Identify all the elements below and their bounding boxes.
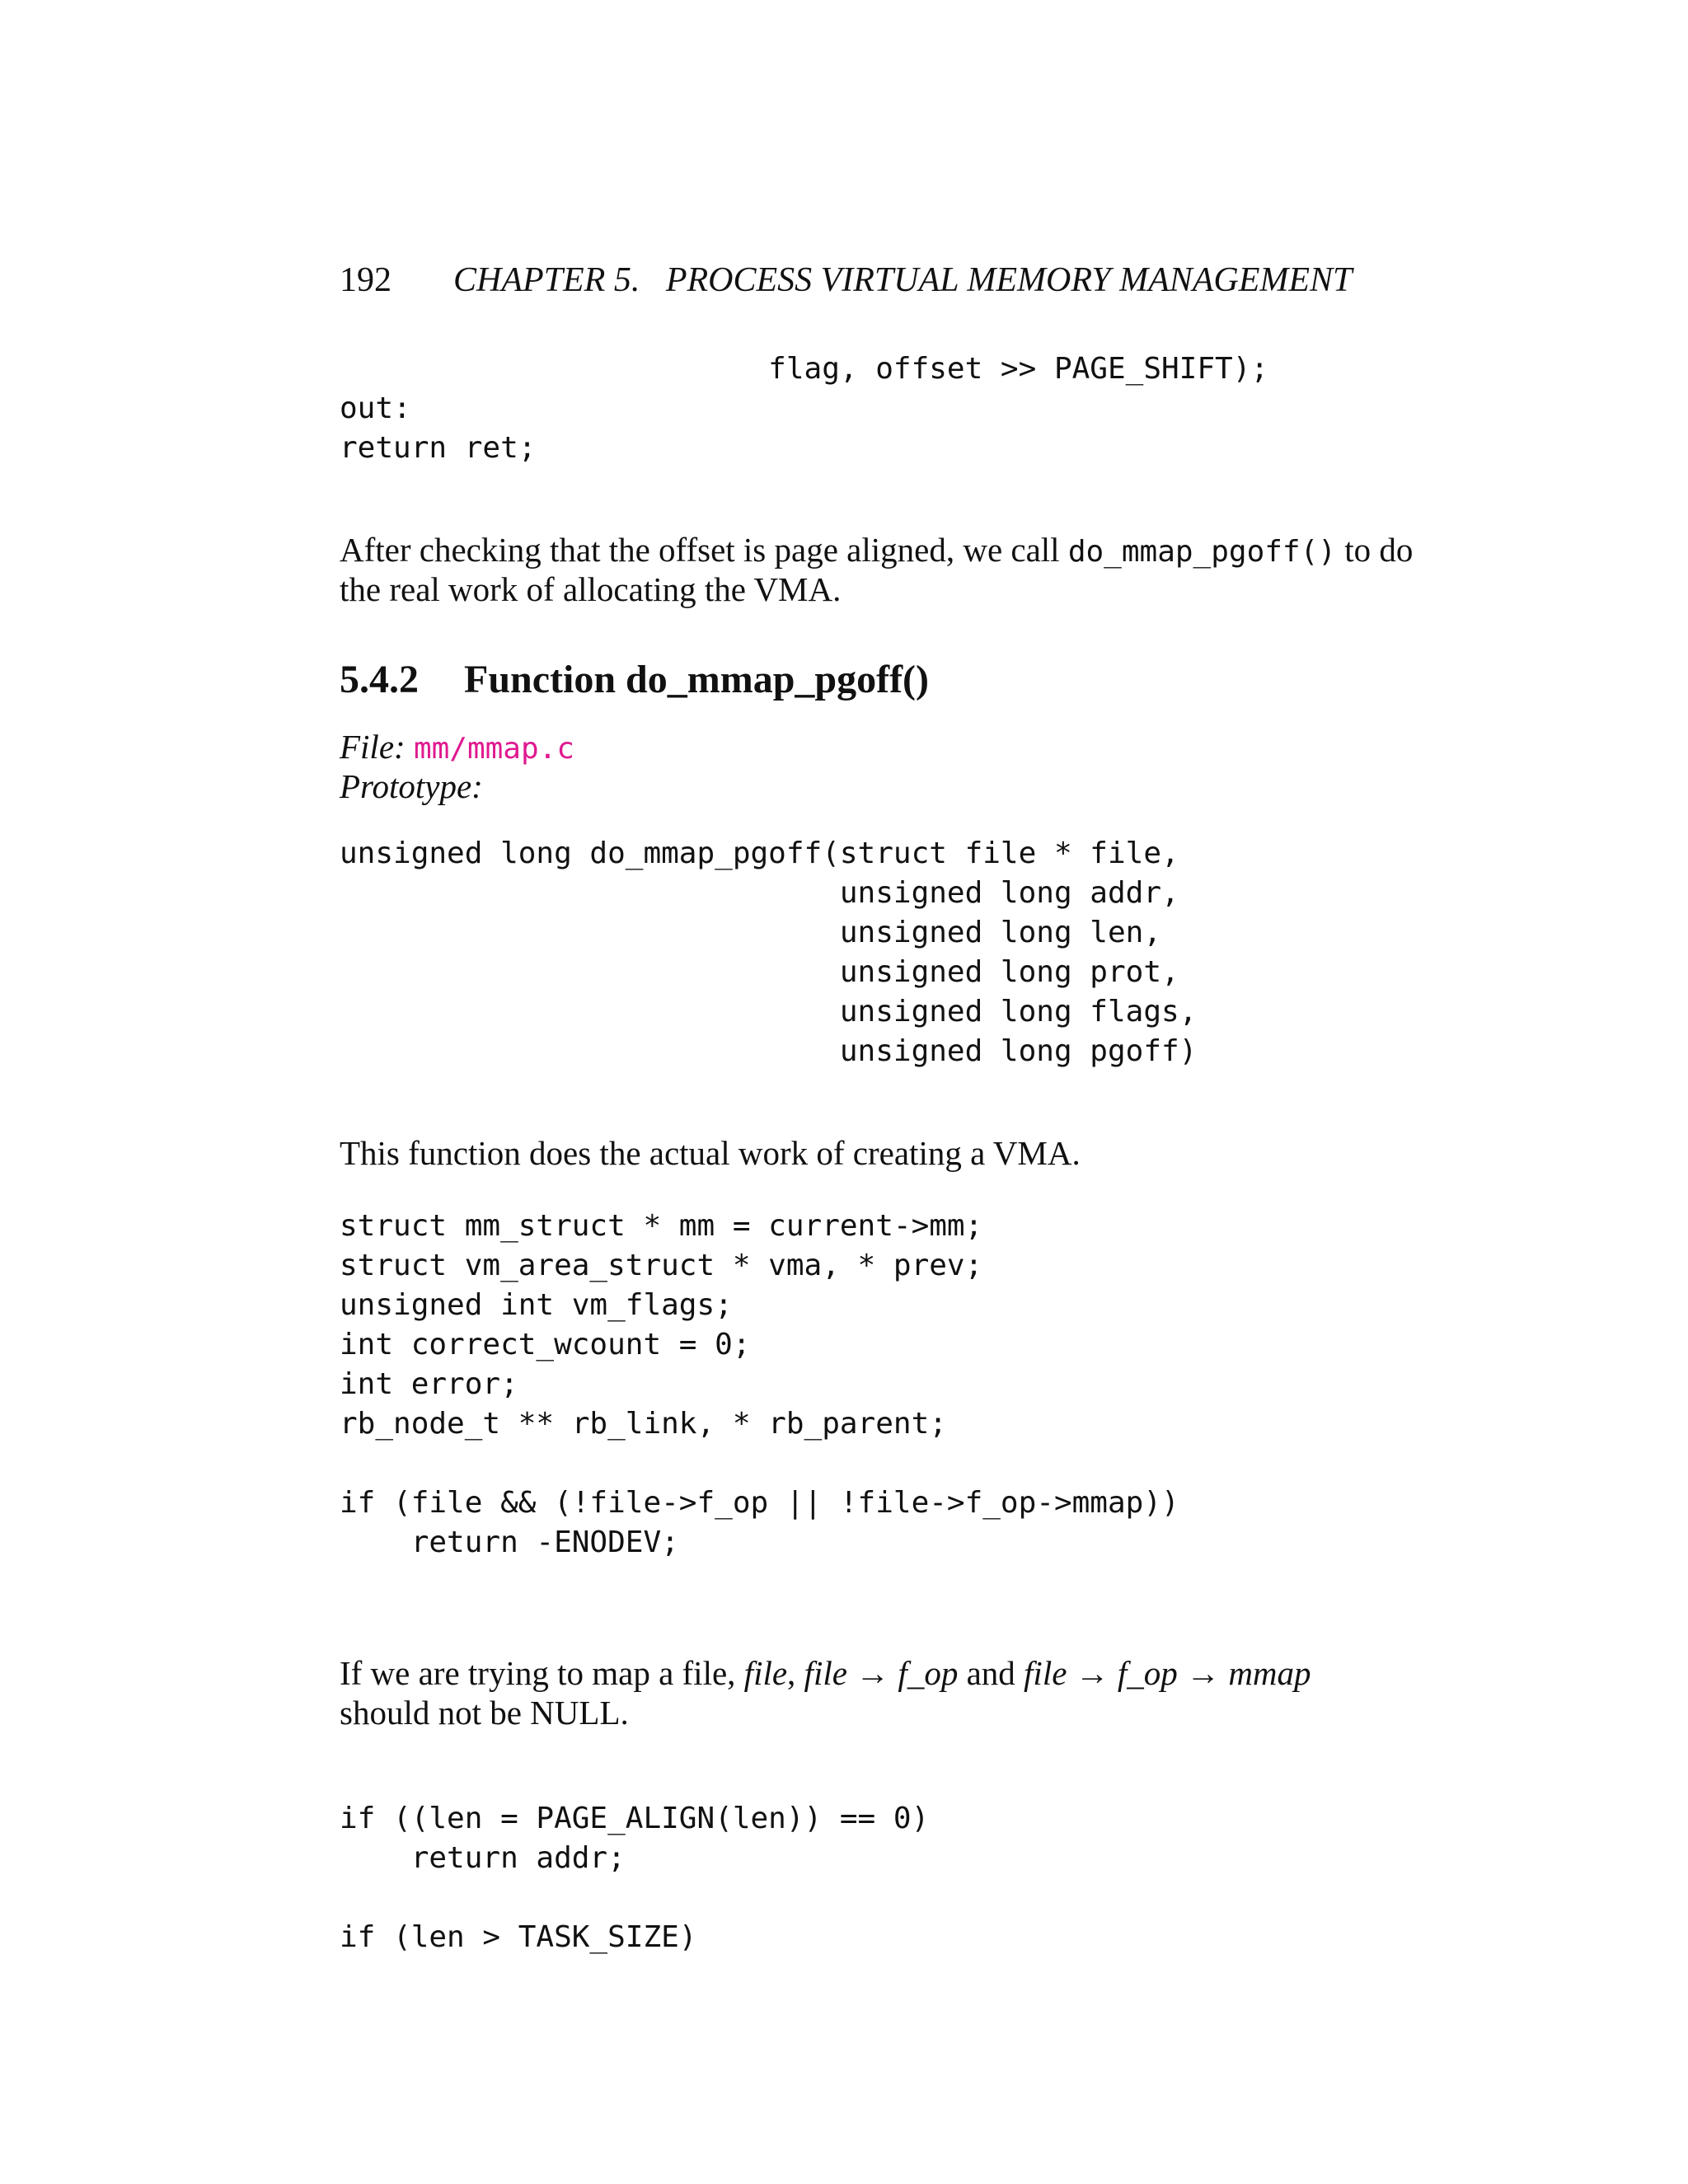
code-line: unsigned long prot, <box>340 955 1179 989</box>
paragraph-text: and <box>958 1654 1025 1692</box>
code-line: int correct_wcount = 0; <box>340 1328 751 1361</box>
code-line: unsigned long do_mmap_pgoff(struct file * file, <box>340 837 1179 870</box>
paragraph-line: the real work of allocating the VMA. <box>340 570 842 608</box>
prototype-label: Prototype: <box>340 767 483 805</box>
file-var: file <box>743 1654 788 1692</box>
code-line: unsigned long flags, <box>340 995 1198 1029</box>
code-line: struct mm_struct * mm = current->mm; <box>340 1209 983 1243</box>
section-number: 5.4.2 <box>340 658 419 701</box>
code-line: return -ENODEV; <box>340 1526 679 1559</box>
section-title: Function do_mmap_pgoff() <box>464 658 930 701</box>
file-label: File: <box>340 728 406 766</box>
paragraph-line: This function does the actual work of creating a VMA. <box>340 1134 1081 1172</box>
paragraph-text: After checking that the offset is page aligned, we call <box>340 531 1068 569</box>
file-line <box>340 727 574 766</box>
arrow-icon: → <box>856 1654 890 1692</box>
math-var: f_op <box>1117 1654 1178 1692</box>
math-var: file <box>804 1654 847 1692</box>
math-var: f_op <box>898 1654 959 1692</box>
code-line: return ret; <box>340 431 537 465</box>
code-line: unsigned long pgoff) <box>340 1034 1198 1068</box>
section-heading <box>340 657 929 702</box>
code-line: rb_node_t ** rb_link, * rb_parent; <box>340 1407 947 1441</box>
code-line: out: <box>340 391 411 425</box>
code-line: struct vm_area_struct * vma, * prev; <box>340 1249 983 1282</box>
paragraph-text: , <box>787 1654 804 1692</box>
code-line: unsigned long addr, <box>340 876 1179 910</box>
paragraph-line <box>340 1653 1311 1693</box>
code-line: return addr; <box>340 1841 626 1875</box>
code-line: if (len > TASK_SIZE) <box>340 1920 697 1954</box>
paragraph-line: should not be NULL. <box>340 1694 629 1732</box>
paragraph-text: If we are trying to map a file, <box>340 1654 744 1692</box>
chapter-header: CHAPTER 5. PROCESS VIRTUAL MEMORY MANAGEMENT <box>453 261 1353 299</box>
file-path-link[interactable]: mm/mmap.c <box>413 732 575 766</box>
code-line: flag, offset >> PAGE_SHIFT); <box>340 352 1269 386</box>
code-line: unsigned long len, <box>340 916 1161 949</box>
paragraph-text: to do <box>1335 531 1414 569</box>
math-var: mmap <box>1228 1654 1311 1692</box>
page-number: 192 <box>340 261 392 299</box>
code-line: unsigned int vm_flags; <box>340 1288 733 1322</box>
paragraph-line <box>340 530 1413 572</box>
code-line: if (file && (!file->f_op || !file->f_op->mmap)) <box>340 1486 1179 1520</box>
code-line: if ((len = PAGE_ALIGN(len)) == 0) <box>340 1802 930 1835</box>
code-line: int error; <box>340 1367 518 1401</box>
arrow-icon: → <box>1075 1654 1109 1692</box>
math-var: file <box>1024 1654 1067 1692</box>
inline-code: do_mmap_pgoff() <box>1067 535 1336 569</box>
arrow-icon: → <box>1186 1654 1221 1692</box>
